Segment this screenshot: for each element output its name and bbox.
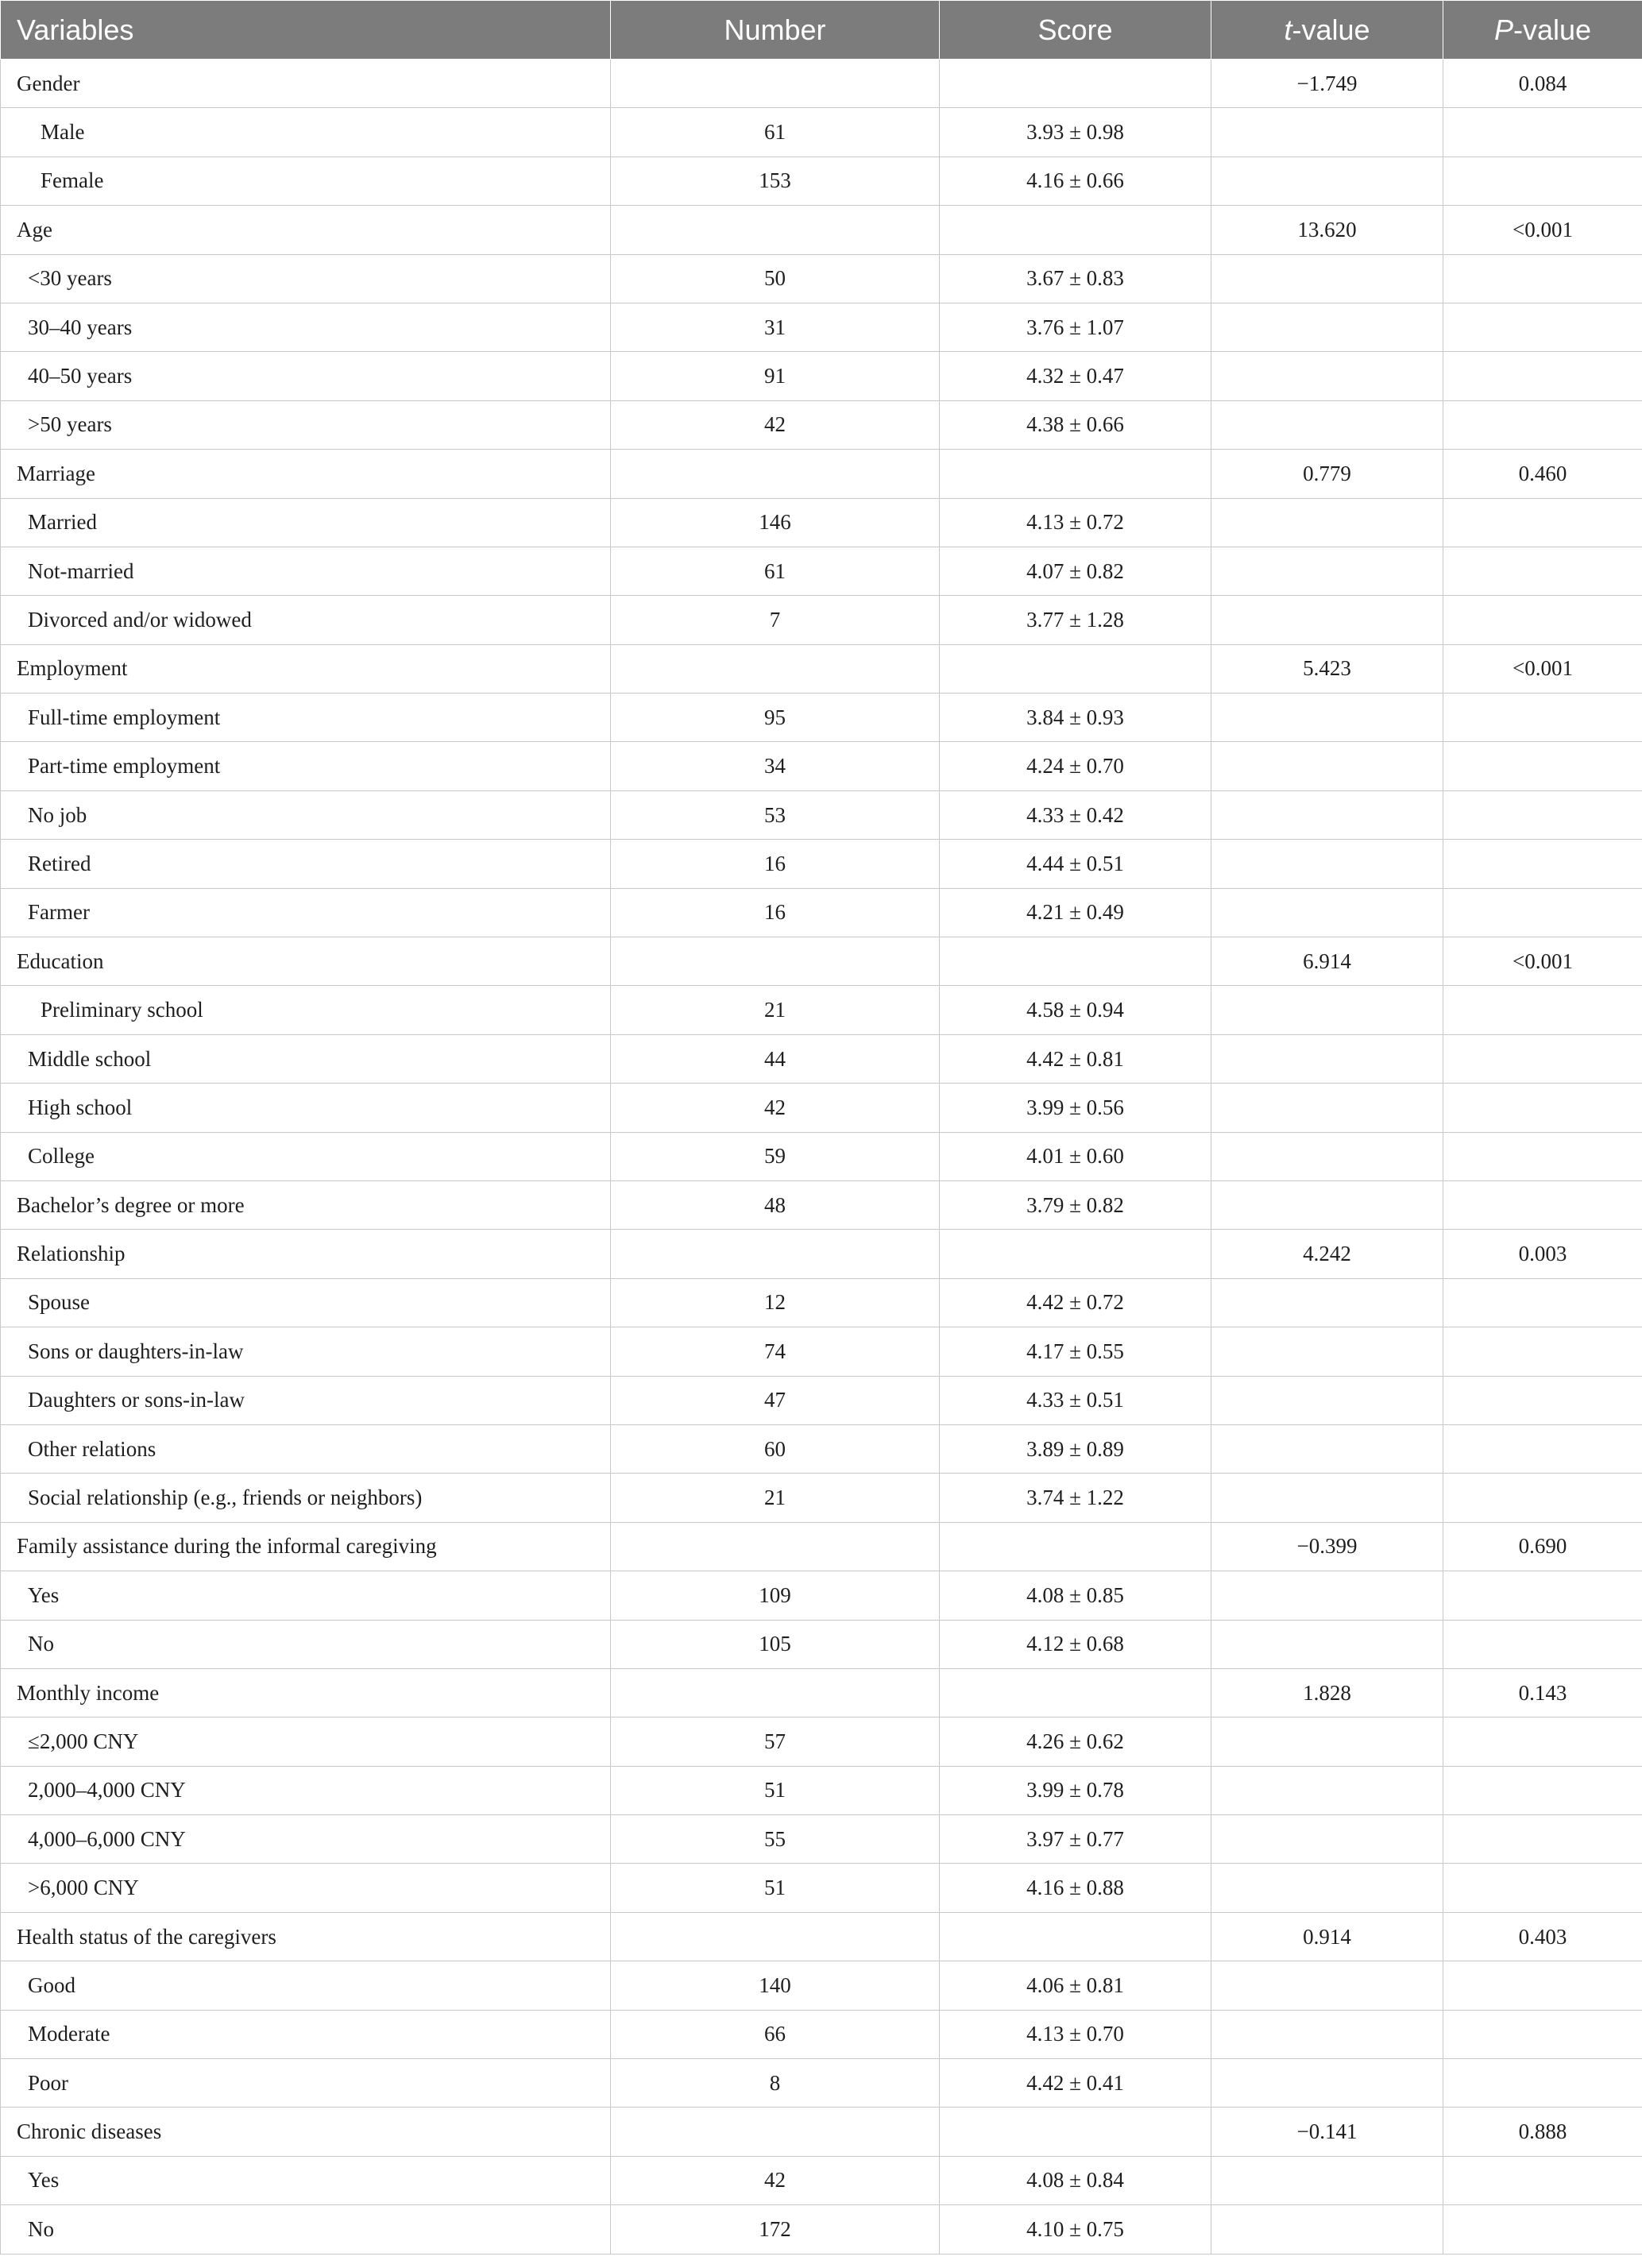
- cell-t-value: [1211, 303, 1443, 351]
- cell-t-value: 1.828: [1211, 1668, 1443, 1717]
- table-row: [1, 1766, 1642, 1814]
- table-row: [1, 1327, 1642, 1376]
- cell-variable: Spouse: [1, 1278, 611, 1327]
- table-body: [1, 60, 1642, 2254]
- table-row: [1, 1717, 1642, 1766]
- cell-variable: Part-time employment: [1, 742, 611, 790]
- cell-score: [940, 1912, 1211, 1961]
- cell-variable: Yes: [1, 1571, 611, 1620]
- cell-p-value: [1443, 1327, 1642, 1376]
- cell-score: 4.06 ± 0.81: [940, 1961, 1211, 2010]
- cell-variable: Good: [1, 1961, 611, 2010]
- cell-number: 105: [611, 1620, 940, 1668]
- cell-score: [940, 2108, 1211, 2156]
- cell-p-value: [1443, 547, 1642, 595]
- table-row: [1, 1571, 1642, 1620]
- table-row: [1, 2205, 1642, 2254]
- cell-t-value: [1211, 400, 1443, 449]
- cell-p-value: [1443, 596, 1642, 644]
- cell-variable: Health status of the caregivers: [1, 1912, 611, 1961]
- cell-p-value: <0.001: [1443, 644, 1642, 693]
- cell-p-value: [1443, 498, 1642, 547]
- cell-score: 3.67 ± 0.83: [940, 254, 1211, 303]
- cell-t-value: −0.399: [1211, 1522, 1443, 1571]
- table-row: [1, 937, 1642, 986]
- cell-t-value: [1211, 1132, 1443, 1180]
- cell-score: 4.21 ± 0.49: [940, 888, 1211, 937]
- cell-p-value: [1443, 742, 1642, 790]
- cell-p-value: [1443, 1620, 1642, 1668]
- cell-t-value: [1211, 986, 1443, 1034]
- cell-p-value: [1443, 986, 1642, 1034]
- cell-number: [611, 60, 940, 108]
- table-row: [1, 1278, 1642, 1327]
- cell-score: 3.74 ± 1.22: [940, 1474, 1211, 1522]
- cell-score: 4.33 ± 0.51: [940, 1376, 1211, 1424]
- cell-number: 172: [611, 2205, 940, 2254]
- cell-p-value: 0.888: [1443, 2108, 1642, 2156]
- cell-t-value: [1211, 1327, 1443, 1376]
- cell-score: 3.79 ± 0.82: [940, 1180, 1211, 1229]
- cell-number: 16: [611, 888, 940, 937]
- cell-p-value: [1443, 2205, 1642, 2254]
- cell-t-value: [1211, 1180, 1443, 1229]
- cell-score: 4.17 ± 0.55: [940, 1327, 1211, 1376]
- cell-number: 95: [611, 694, 940, 742]
- cell-variable: Relationship: [1, 1230, 611, 1278]
- cell-variable: Daughters or sons-in-law: [1, 1376, 611, 1424]
- cell-t-value: [1211, 840, 1443, 888]
- cell-p-value: [1443, 156, 1642, 205]
- cell-p-value: [1443, 1034, 1642, 1083]
- cell-number: 21: [611, 986, 940, 1034]
- table-row: [1, 1668, 1642, 1717]
- cell-score: 4.12 ± 0.68: [940, 1620, 1211, 1668]
- table-row: [1, 1961, 1642, 2010]
- cell-score: 3.76 ± 1.07: [940, 303, 1211, 351]
- cell-variable: College: [1, 1132, 611, 1180]
- cell-p-value: [1443, 1132, 1642, 1180]
- cell-t-value: 6.914: [1211, 937, 1443, 986]
- cell-number: 51: [611, 1766, 940, 1814]
- table-row: [1, 60, 1642, 108]
- cell-score: 3.84 ± 0.93: [940, 694, 1211, 742]
- cell-p-value: [1443, 1766, 1642, 1814]
- cell-number: [611, 644, 940, 693]
- cell-p-value: [1443, 888, 1642, 937]
- cell-t-value: −1.749: [1211, 60, 1443, 108]
- cell-number: 51: [611, 1864, 940, 1912]
- cell-score: [940, 450, 1211, 498]
- header-t-value: [1211, 1, 1443, 60]
- cell-number: 8: [611, 2059, 940, 2108]
- cell-number: [611, 1230, 940, 1278]
- cell-variable: Male: [1, 108, 611, 156]
- cell-variable: Yes: [1, 2156, 611, 2204]
- cell-variable: Full-time employment: [1, 694, 611, 742]
- cell-t-value: [1211, 547, 1443, 595]
- cell-number: [611, 1912, 940, 1961]
- cell-p-value: [1443, 1474, 1642, 1522]
- cell-score: 3.89 ± 0.89: [940, 1424, 1211, 1473]
- cell-number: 42: [611, 1084, 940, 1132]
- cell-number: 34: [611, 742, 940, 790]
- table-row: [1, 450, 1642, 498]
- cell-score: [940, 644, 1211, 693]
- cell-score: 4.10 ± 0.75: [940, 2205, 1211, 2254]
- header-variables: Variables: [1, 1, 611, 60]
- cell-score: 3.93 ± 0.98: [940, 108, 1211, 156]
- cell-number: [611, 937, 940, 986]
- cell-p-value: [1443, 352, 1642, 400]
- cell-p-value: [1443, 1278, 1642, 1327]
- cell-p-value: [1443, 1084, 1642, 1132]
- cell-t-value: [1211, 2205, 1443, 2254]
- cell-number: 91: [611, 352, 940, 400]
- cell-t-value: [1211, 1034, 1443, 1083]
- table-row: [1, 888, 1642, 937]
- cell-score: 4.13 ± 0.70: [940, 2010, 1211, 2058]
- cell-p-value: [1443, 1571, 1642, 1620]
- cell-score: 4.58 ± 0.94: [940, 986, 1211, 1034]
- cell-t-value: [1211, 1717, 1443, 1766]
- cell-number: 12: [611, 1278, 940, 1327]
- cell-variable: Marriage: [1, 450, 611, 498]
- cell-score: 3.97 ± 0.77: [940, 1815, 1211, 1864]
- cell-p-value: [1443, 1424, 1642, 1473]
- table-row: [1, 2156, 1642, 2204]
- cell-score: [940, 60, 1211, 108]
- cell-t-value: 4.242: [1211, 1230, 1443, 1278]
- cell-number: 50: [611, 254, 940, 303]
- cell-t-value: [1211, 694, 1443, 742]
- cell-p-value: [1443, 303, 1642, 351]
- cell-t-value: [1211, 108, 1443, 156]
- cell-number: [611, 2108, 940, 2156]
- table-row: [1, 1474, 1642, 1522]
- cell-variable: Employment: [1, 644, 611, 693]
- table-row: [1, 840, 1642, 888]
- cell-t-value: [1211, 1571, 1443, 1620]
- cell-score: [940, 206, 1211, 254]
- cell-number: 61: [611, 108, 940, 156]
- table-row: [1, 1424, 1642, 1473]
- table-row: [1, 644, 1642, 693]
- cell-p-value: <0.001: [1443, 206, 1642, 254]
- cell-variable: >50 years: [1, 400, 611, 449]
- header-t-suffix: -value: [1292, 13, 1370, 46]
- cell-number: 48: [611, 1180, 940, 1229]
- cell-p-value: 0.084: [1443, 60, 1642, 108]
- table-row: [1, 254, 1642, 303]
- cell-p-value: 0.460: [1443, 450, 1642, 498]
- cell-p-value: <0.001: [1443, 937, 1642, 986]
- cell-variable: Bachelor’s degree or more: [1, 1180, 611, 1229]
- table-header: [1, 1, 1642, 60]
- table-row: [1, 1912, 1642, 1961]
- header-score: Score: [940, 1, 1211, 60]
- cell-number: 74: [611, 1327, 940, 1376]
- table-row: [1, 694, 1642, 742]
- table-row: [1, 547, 1642, 595]
- cell-t-value: [1211, 596, 1443, 644]
- table-row: [1, 206, 1642, 254]
- table-row: [1, 498, 1642, 547]
- cell-variable: Social relationship (e.g., friends or neighbors): [1, 1474, 611, 1522]
- table-row: [1, 742, 1642, 790]
- cell-t-value: [1211, 156, 1443, 205]
- cell-score: 4.33 ± 0.42: [940, 790, 1211, 839]
- cell-score: [940, 937, 1211, 986]
- cell-variable: 2,000–4,000 CNY: [1, 1766, 611, 1814]
- cell-number: 153: [611, 156, 940, 205]
- table-row: [1, 108, 1642, 156]
- cell-number: 44: [611, 1034, 940, 1083]
- cell-variable: Married: [1, 498, 611, 547]
- cell-number: 31: [611, 303, 940, 351]
- cell-t-value: [1211, 1376, 1443, 1424]
- cell-variable: 4,000–6,000 CNY: [1, 1815, 611, 1864]
- cell-variable: Education: [1, 937, 611, 986]
- cell-t-value: [1211, 1474, 1443, 1522]
- cell-number: 57: [611, 1717, 940, 1766]
- cell-score: 3.77 ± 1.28: [940, 596, 1211, 644]
- cell-p-value: 0.143: [1443, 1668, 1642, 1717]
- cell-variable: ≤2,000 CNY: [1, 1717, 611, 1766]
- cell-t-value: [1211, 888, 1443, 937]
- table-row: [1, 352, 1642, 400]
- cell-variable: Middle school: [1, 1034, 611, 1083]
- cell-p-value: [1443, 400, 1642, 449]
- header-t-symbol: t: [1284, 13, 1292, 46]
- cell-variable: Divorced and/or widowed: [1, 596, 611, 644]
- cell-p-value: [1443, 840, 1642, 888]
- cell-t-value: [1211, 1864, 1443, 1912]
- cell-number: [611, 450, 940, 498]
- table-row: [1, 1034, 1642, 1083]
- table-row: [1, 1180, 1642, 1229]
- table-row: [1, 1230, 1642, 1278]
- cell-variable: Preliminary school: [1, 986, 611, 1034]
- cell-score: 4.16 ± 0.66: [940, 156, 1211, 205]
- cell-number: 55: [611, 1815, 940, 1864]
- cell-score: 4.42 ± 0.81: [940, 1034, 1211, 1083]
- cell-t-value: [1211, 1084, 1443, 1132]
- cell-score: 4.01 ± 0.60: [940, 1132, 1211, 1180]
- cell-p-value: 0.690: [1443, 1522, 1642, 1571]
- cell-score: 4.24 ± 0.70: [940, 742, 1211, 790]
- cell-variable: Other relations: [1, 1424, 611, 1473]
- table-row: [1, 1864, 1642, 1912]
- cell-variable: No: [1, 1620, 611, 1668]
- cell-number: 140: [611, 1961, 940, 2010]
- cell-t-value: [1211, 790, 1443, 839]
- cell-t-value: 0.914: [1211, 1912, 1443, 1961]
- cell-t-value: 13.620: [1211, 206, 1443, 254]
- cell-number: 21: [611, 1474, 940, 1522]
- cell-p-value: [1443, 2010, 1642, 2058]
- cell-number: 61: [611, 547, 940, 595]
- cell-score: 4.32 ± 0.47: [940, 352, 1211, 400]
- cell-score: 4.42 ± 0.72: [940, 1278, 1211, 1327]
- cell-number: 66: [611, 2010, 940, 2058]
- cell-variable: 30–40 years: [1, 303, 611, 351]
- cell-t-value: [1211, 254, 1443, 303]
- cell-t-value: [1211, 1766, 1443, 1814]
- cell-number: [611, 1668, 940, 1717]
- table-row: [1, 986, 1642, 1034]
- table-row: [1, 1132, 1642, 1180]
- header-p-symbol: P: [1493, 13, 1513, 46]
- table-row: [1, 2108, 1642, 2156]
- cell-score: 4.26 ± 0.62: [940, 1717, 1211, 1766]
- table-row: [1, 1620, 1642, 1668]
- table-row: [1, 2059, 1642, 2108]
- cell-score: 4.16 ± 0.88: [940, 1864, 1211, 1912]
- cell-p-value: [1443, 1376, 1642, 1424]
- cell-variable: Monthly income: [1, 1668, 611, 1717]
- cell-t-value: [1211, 1424, 1443, 1473]
- cell-number: 47: [611, 1376, 940, 1424]
- cell-p-value: [1443, 1864, 1642, 1912]
- cell-t-value: [1211, 1961, 1443, 2010]
- cell-score: 4.44 ± 0.51: [940, 840, 1211, 888]
- table-row: [1, 1815, 1642, 1864]
- cell-p-value: [1443, 694, 1642, 742]
- cell-score: 4.08 ± 0.84: [940, 2156, 1211, 2204]
- cell-p-value: [1443, 2156, 1642, 2204]
- cell-score: 4.08 ± 0.85: [940, 1571, 1211, 1620]
- cell-score: [940, 1230, 1211, 1278]
- cell-p-value: 0.003: [1443, 1230, 1642, 1278]
- cell-variable: Farmer: [1, 888, 611, 937]
- cell-number: 59: [611, 1132, 940, 1180]
- cell-score: 4.38 ± 0.66: [940, 400, 1211, 449]
- cell-variable: Gender: [1, 60, 611, 108]
- table-row: [1, 1084, 1642, 1132]
- cell-number: [611, 1522, 940, 1571]
- table-row: [1, 400, 1642, 449]
- cell-t-value: [1211, 742, 1443, 790]
- header-p-value: [1443, 1, 1642, 60]
- cell-variable: High school: [1, 1084, 611, 1132]
- cell-score: 4.07 ± 0.82: [940, 547, 1211, 595]
- cell-number: 42: [611, 2156, 940, 2204]
- cell-p-value: [1443, 790, 1642, 839]
- cell-p-value: [1443, 108, 1642, 156]
- table-row: [1, 790, 1642, 839]
- cell-variable: Poor: [1, 2059, 611, 2108]
- header-number: Number: [611, 1, 940, 60]
- cell-t-value: [1211, 498, 1443, 547]
- cell-variable: 40–50 years: [1, 352, 611, 400]
- cell-number: 60: [611, 1424, 940, 1473]
- cell-variable: Age: [1, 206, 611, 254]
- cell-p-value: [1443, 2059, 1642, 2108]
- cell-variable: <30 years: [1, 254, 611, 303]
- cell-t-value: [1211, 2059, 1443, 2108]
- cell-t-value: [1211, 2010, 1443, 2058]
- cell-number: 53: [611, 790, 940, 839]
- table-row: [1, 2010, 1642, 2058]
- cell-score: 4.13 ± 0.72: [940, 498, 1211, 547]
- cell-p-value: [1443, 1961, 1642, 2010]
- cell-t-value: 5.423: [1211, 644, 1443, 693]
- cell-t-value: 0.779: [1211, 450, 1443, 498]
- cell-number: 7: [611, 596, 940, 644]
- cell-number: [611, 206, 940, 254]
- cell-variable: No job: [1, 790, 611, 839]
- cell-t-value: −0.141: [1211, 2108, 1443, 2156]
- cell-p-value: 0.403: [1443, 1912, 1642, 1961]
- cell-variable: Female: [1, 156, 611, 205]
- cell-t-value: [1211, 1815, 1443, 1864]
- table-row: [1, 596, 1642, 644]
- cell-variable: Moderate: [1, 2010, 611, 2058]
- header-row: [1, 1, 1642, 60]
- table-row: [1, 1376, 1642, 1424]
- cell-t-value: [1211, 2156, 1443, 2204]
- cell-number: 42: [611, 400, 940, 449]
- table-row: [1, 1522, 1642, 1571]
- cell-p-value: [1443, 1717, 1642, 1766]
- cell-p-value: [1443, 254, 1642, 303]
- cell-t-value: [1211, 1620, 1443, 1668]
- header-p-suffix: -value: [1513, 13, 1592, 46]
- cell-variable: No: [1, 2205, 611, 2254]
- cell-score: 4.42 ± 0.41: [940, 2059, 1211, 2108]
- cell-variable: Sons or daughters-in-law: [1, 1327, 611, 1376]
- cell-score: 3.99 ± 0.56: [940, 1084, 1211, 1132]
- cell-number: 16: [611, 840, 940, 888]
- table-row: [1, 156, 1642, 205]
- cell-score: [940, 1522, 1211, 1571]
- cell-variable: Retired: [1, 840, 611, 888]
- cell-p-value: [1443, 1180, 1642, 1229]
- cell-variable: Chronic diseases: [1, 2108, 611, 2156]
- cell-number: 109: [611, 1571, 940, 1620]
- cell-score: [940, 1668, 1211, 1717]
- table-row: [1, 303, 1642, 351]
- cell-t-value: [1211, 1278, 1443, 1327]
- cell-score: 3.99 ± 0.78: [940, 1766, 1211, 1814]
- cell-t-value: [1211, 352, 1443, 400]
- cell-number: 146: [611, 498, 940, 547]
- cell-variable: Family assistance during the informal caregiving: [1, 1522, 611, 1571]
- cell-variable: Not-married: [1, 547, 611, 595]
- cell-p-value: [1443, 1815, 1642, 1864]
- cell-variable: >6,000 CNY: [1, 1864, 611, 1912]
